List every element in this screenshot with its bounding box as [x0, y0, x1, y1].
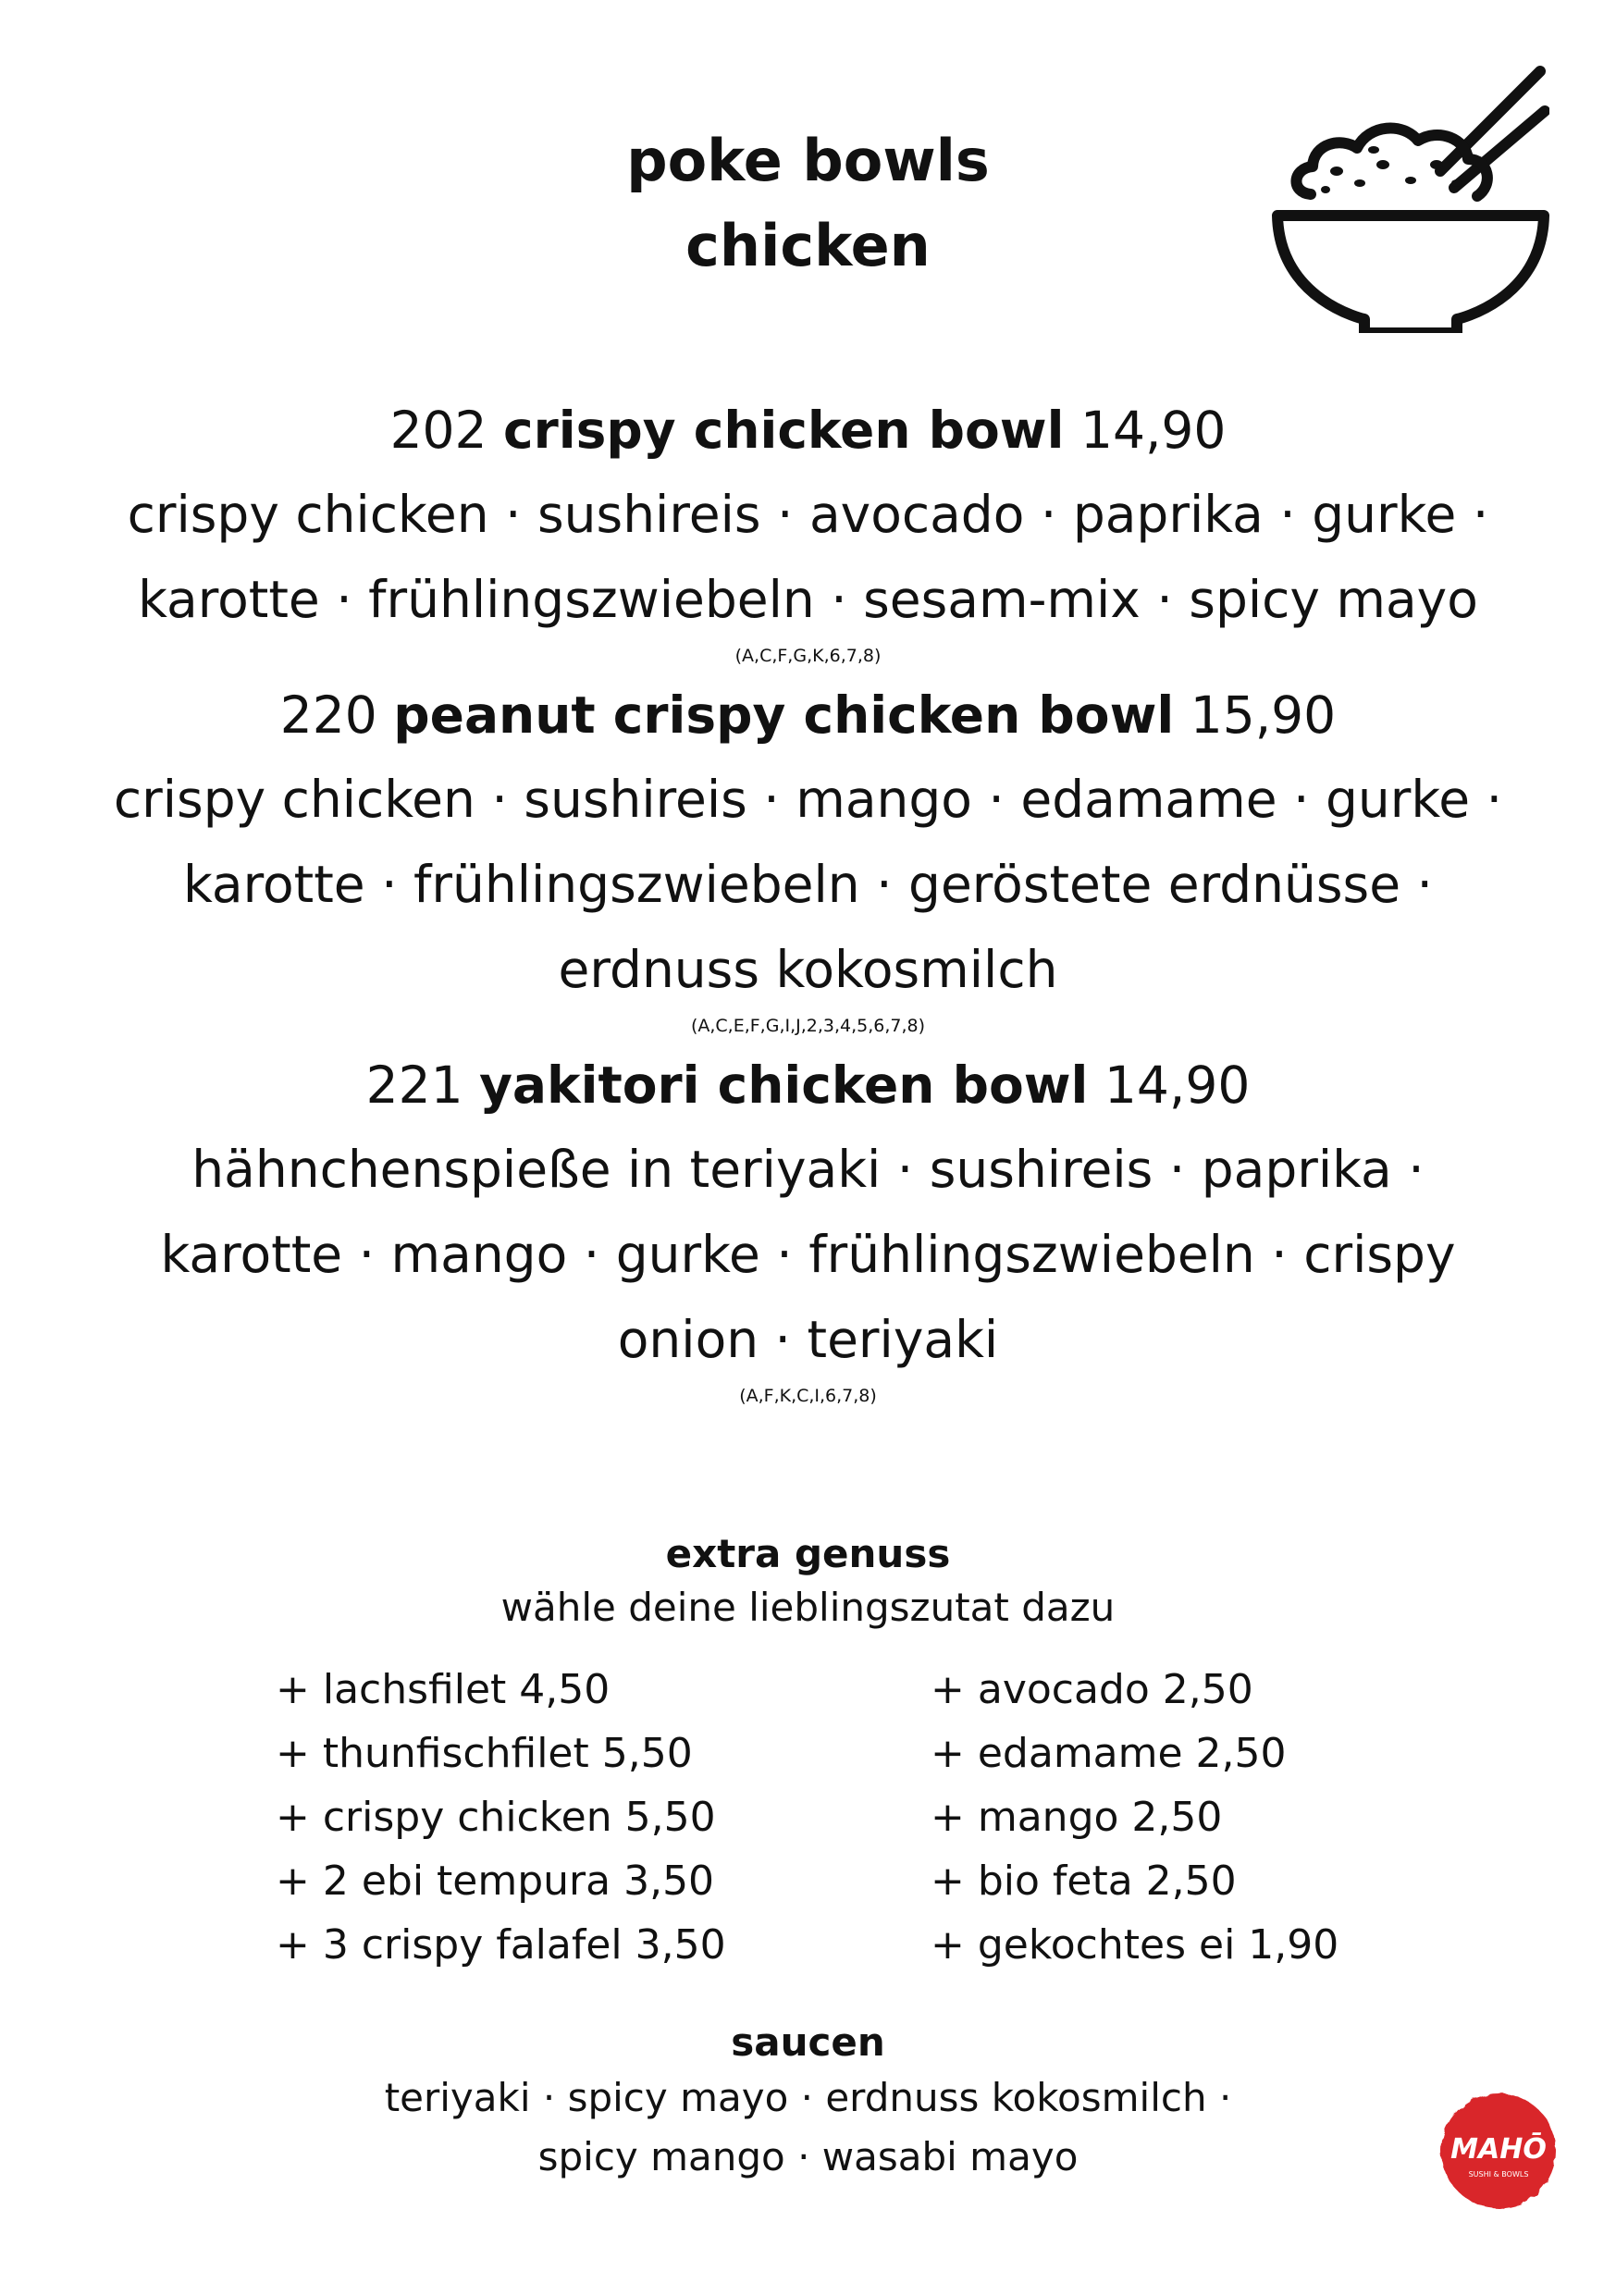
extras-subtitle: wähle deine lieblingszutat dazu	[500, 1585, 1116, 1630]
description-line: erdnuss kokosmilch	[558, 940, 1058, 999]
item-description	[56, 757, 1560, 1012]
item-price: 14,90	[1104, 1055, 1251, 1115]
extra-item: + bio feta 2,50	[931, 1858, 1237, 1905]
item-description	[56, 472, 1560, 642]
svg-text:MAHŌ: MAHŌ	[1450, 2133, 1547, 2166]
extra-item: + mango 2,50	[931, 1794, 1223, 1841]
extra-item: + gekochtes ei 1,90	[931, 1921, 1339, 1969]
saucen-title: saucen	[731, 2019, 885, 2065]
description-line: crispy chicken · sushireis · avocado · paprika · gurke ·	[127, 485, 1489, 544]
description-line: hähnchenspieße in teriyaki · sushireis · paprika ·	[191, 1140, 1425, 1199]
item-allergens: (A,C,E,F,G,I,J,2,3,4,5,6,7,8)	[690, 1016, 926, 1036]
menu-item	[56, 673, 1560, 1040]
extra-item: + edamame 2,50	[931, 1730, 1287, 1777]
item-allergens: (A,F,K,C,I,6,7,8)	[739, 1386, 877, 1406]
description-line: onion · teriyaki	[617, 1310, 999, 1369]
extras-list	[0, 1658, 1616, 1991]
item-description	[56, 1127, 1560, 1382]
menu-items	[56, 389, 1560, 1413]
page-title-line-1: poke bowls	[626, 127, 990, 194]
menu-item	[56, 389, 1560, 670]
item-name: crispy chicken bowl	[503, 401, 1065, 460]
item-number: 202	[389, 401, 487, 460]
item-name: yakitori chicken bowl	[479, 1055, 1089, 1115]
extra-item: + avocado 2,50	[931, 1666, 1253, 1713]
item-number: 220	[279, 685, 377, 745]
item-title	[56, 673, 1560, 757]
description-line: karotte · frühlingszwiebeln · geröstete erdnüsse ·	[182, 855, 1434, 914]
item-price: 14,90	[1079, 401, 1227, 460]
description-line: karotte · frühlingszwiebeln · sesam-mix · spicy mayo	[138, 570, 1478, 629]
extras-title: extra genuss	[665, 1531, 951, 1576]
saucen-list	[0, 2068, 1616, 2187]
extra-item: + 3 crispy falafel 3,50	[276, 1921, 726, 1969]
item-allergens: (A,C,F,G,K,6,7,8)	[734, 646, 882, 666]
item-title	[56, 389, 1560, 472]
item-number: 221	[365, 1055, 463, 1115]
extra-item: + crispy chicken 5,50	[276, 1794, 716, 1841]
item-title	[56, 1043, 1560, 1127]
item-name: peanut crispy chicken bowl	[393, 685, 1175, 745]
saucen-section	[0, 2017, 1616, 2187]
menu-item	[56, 1043, 1560, 1410]
extra-item: + lachsfilet 4,50	[276, 1666, 611, 1713]
extra-item: + 2 ebi tempura 3,50	[276, 1858, 715, 1905]
item-price: 15,90	[1190, 685, 1337, 745]
svg-text:SUSHI & BOWLS: SUSHI & BOWLS	[1468, 2170, 1529, 2179]
maho-logo	[1434, 2086, 1563, 2216]
extra-item: + thunfischfilet 5,50	[276, 1730, 693, 1777]
extras-left-column	[276, 1658, 726, 1977]
saucen-line: spicy mango · wasabi mayo	[537, 2134, 1079, 2179]
extras-section	[0, 1528, 1616, 1991]
description-line: crispy chicken · sushireis · mango · edamame · gurke ·	[113, 770, 1503, 829]
description-line: karotte · mango · gurke · frühlingszwiebeln · crispy	[160, 1225, 1456, 1284]
saucen-line: teriyaki · spicy mayo · erdnuss kokosmilch ·	[384, 2075, 1232, 2120]
page-title-line-2: chicken	[685, 212, 931, 279]
rice-bowl-chopsticks-icon	[1272, 56, 1549, 333]
extras-right-column	[931, 1658, 1338, 1977]
